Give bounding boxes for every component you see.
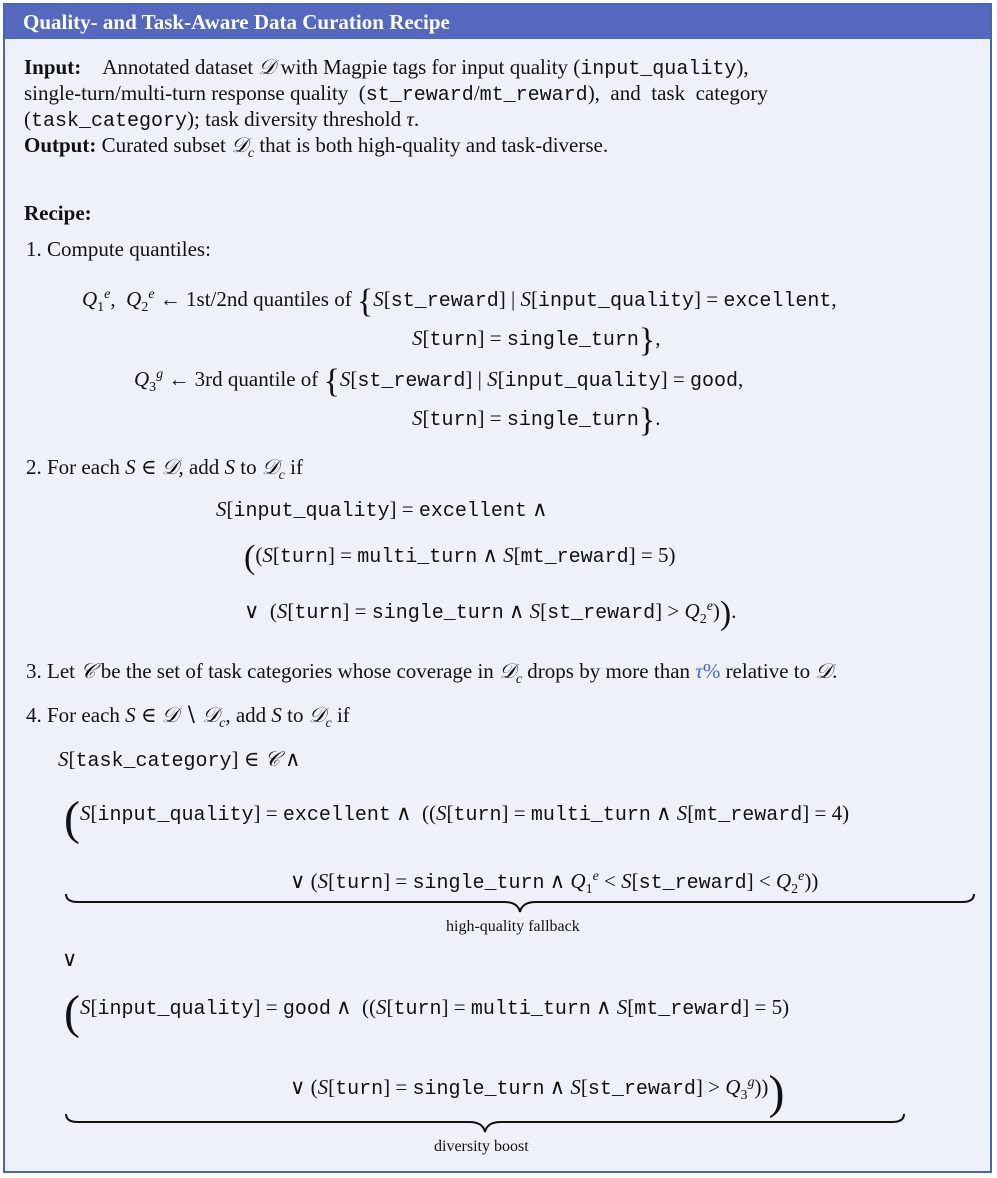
box-title: Quality- and Task-Aware Data Curation Recipe (5, 5, 990, 39)
or-symbol: ∨ (62, 947, 78, 971)
step-3: 3. Let 𝒞 be the set of task categories whose coverage in 𝒟$_c$ drops by more than τ% relative to 𝒟. (26, 659, 838, 688)
tag-task-category: task_category (31, 110, 188, 133)
quantile-label: 1st/2nd quantiles of (186, 287, 352, 311)
brace-high-quality (64, 892, 976, 914)
eq-step4-line2: (S[input_quality] = excellent ∧ ((S[turn] = multi_turn ∧ S[mt_reward] = 4) (64, 792, 850, 845)
step-1: 1. Compute quantiles: (26, 237, 211, 261)
eq-q3-line2: S[turn] = single_turn}. (412, 402, 661, 439)
eq-step4-line4: (S[input_quality] = good ∧ ((S[turn] = multi_turn ∧ S[mt_reward] = 5) (64, 986, 790, 1039)
output-line: Output: Curated subset 𝒟$_c$ that is both high-quality and task-diverse. (24, 133, 609, 162)
eq-q12-line2: S[turn] = single_turn}, (412, 322, 661, 359)
recipe-label (24, 200, 92, 226)
brace-diversity (64, 1112, 906, 1134)
input-label: Input: (24, 55, 82, 79)
eq-step2-line2: ((S[turn] = multi_turn ∧ S[mt_reward] = 5) (244, 539, 676, 576)
output-label: Output: (24, 133, 97, 157)
step-2: 2. For each S ∈ 𝒟, add S to 𝒟$_c$ if (26, 455, 303, 484)
eq-q3-line1: $Q_3^g$ ← 3rd quantile of {S[st_reward] | S[input_quality] = good, (134, 363, 744, 400)
input-text: Annotated dataset (102, 55, 254, 79)
eq-step4-line3: ∨ (S[turn] = single_turn ∧ $Q_1^e$ < S[st_reward] < $Q_2^e$)) (290, 869, 819, 898)
eq-step4-line5: ∨ (S[turn] = single_turn ∧ S[st_reward] > $Q_3^g$))) (290, 1066, 785, 1119)
output-text: that is both high-quality and task-diverse. (259, 133, 609, 157)
tag-mt-reward: mt_reward (479, 84, 588, 107)
brace-label-diversity: diversity boost (434, 1138, 529, 1155)
eq-q12-line1: $Q_1^e$, $Q_2^e$ ← 1st/2nd quantiles of {S[st_reward] | S[input_quality] = excellent, (82, 283, 837, 320)
step-4: 4. For each S ∈ 𝒟 ∖ 𝒟$_c$, add S to 𝒟$_c$ if (26, 703, 350, 732)
input-line-3: (task_category); task diversity threshold τ. (24, 107, 420, 133)
input-text: ); task diversity threshold (187, 107, 402, 131)
recipe-heading: Recipe: (24, 201, 92, 225)
input-line-1: Input: Annotated dataset 𝒟 with Magpie tags for input quality (input_quality), (24, 55, 749, 81)
eq-step2-line3: ∨ (S[turn] = single_turn ∧ S[st_reward] > $Q_2^e$)). (244, 595, 737, 632)
input-line-2: single-turn/multi-turn response quality (st_reward/mt_reward), and task category (24, 81, 768, 107)
brace-label-high-quality: high-quality fallback (446, 918, 580, 935)
quantile-label: 3rd quantile of (194, 367, 319, 391)
tag-st-reward: st_reward (365, 84, 474, 107)
eq-step4-line1: S[task_category] ∈ 𝒞 ∧ (58, 747, 301, 773)
output-text: Curated subset (101, 133, 226, 157)
tag-input-quality: input_quality (580, 58, 737, 81)
eq-step2-line1: S[input_quality] = excellent ∧ (216, 497, 548, 523)
input-text: with Magpie tags for input quality ( (280, 55, 581, 79)
